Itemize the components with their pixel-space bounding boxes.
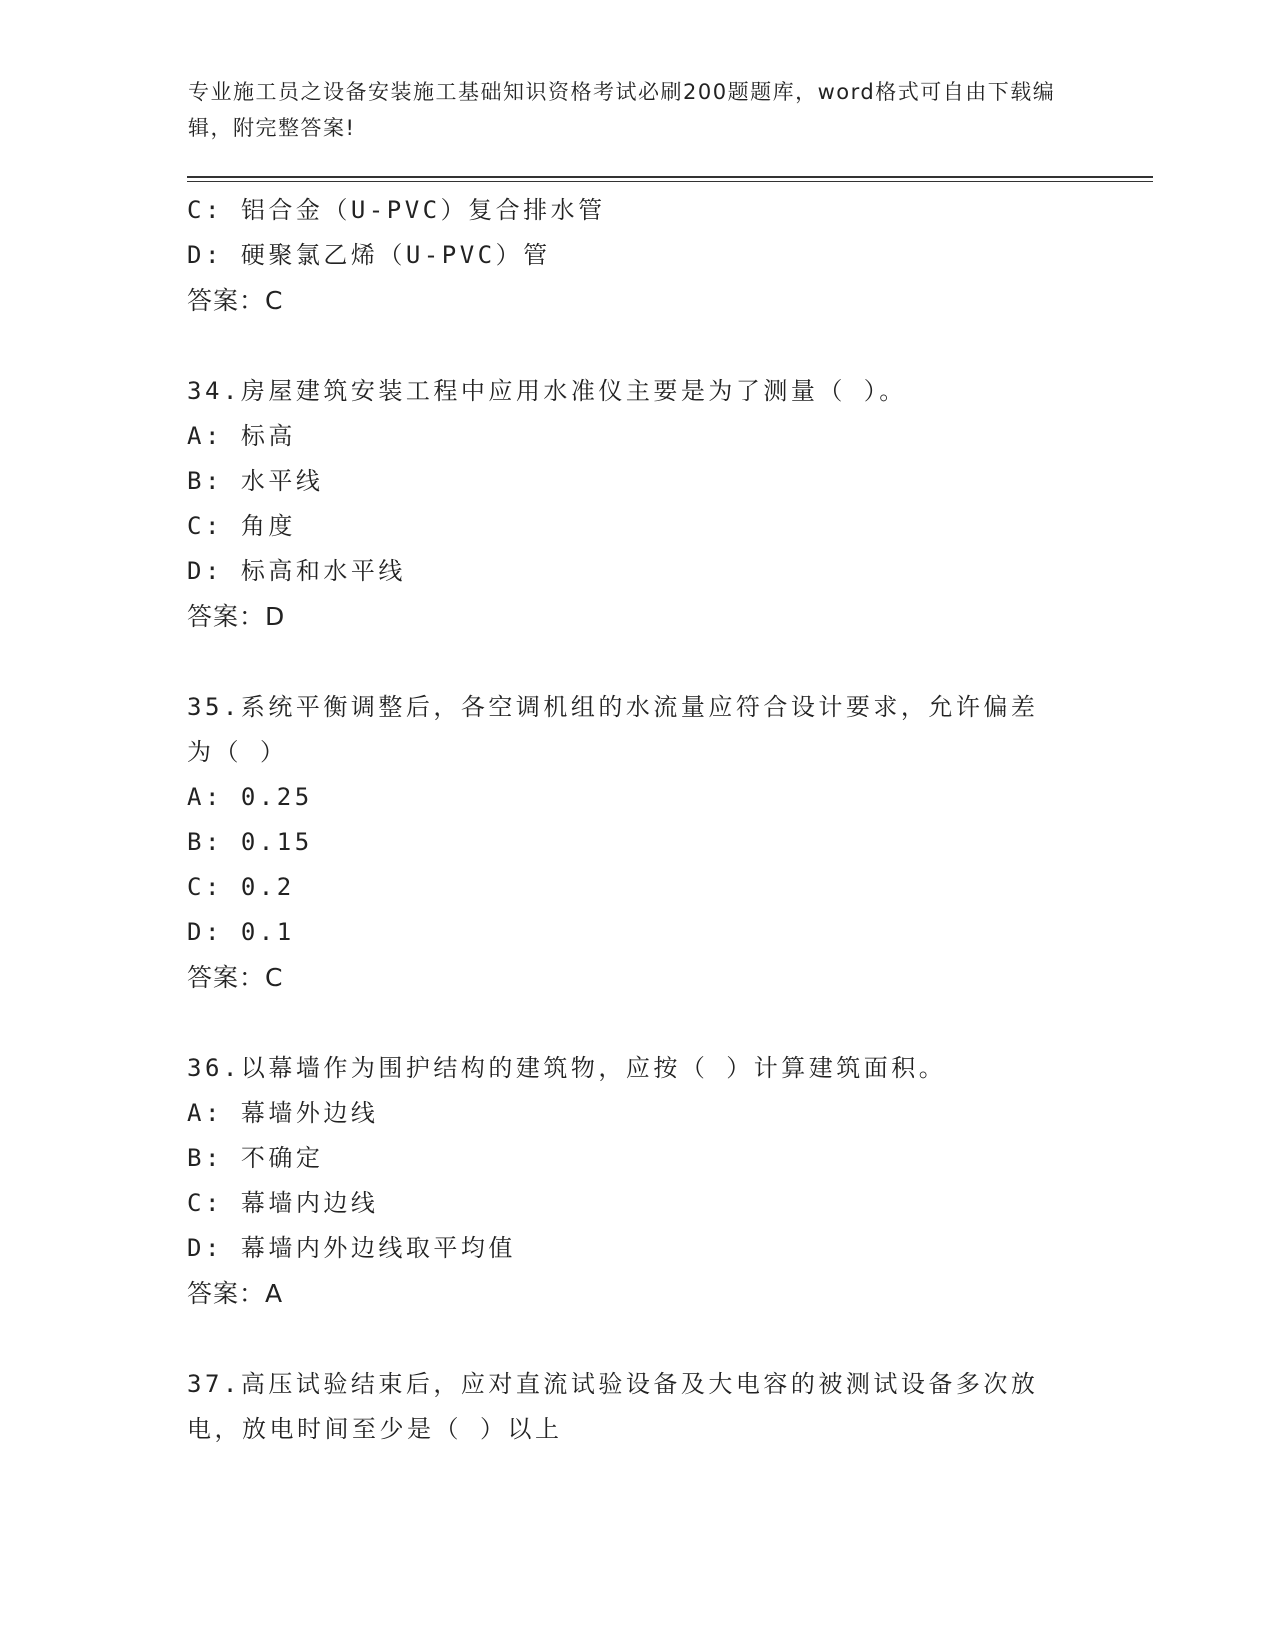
question-stem: 34.房屋建筑安装工程中应用水准仪主要是为了测量（ ）。 (187, 377, 907, 405)
option-b: B: 不确定 (187, 1144, 324, 1172)
question-stem-line-1: 35.系统平衡调整后，各空调机组的水流量应符合设计要求，允许偏差 (187, 693, 1039, 721)
answer-line: 答案：A (187, 1279, 284, 1308)
question-stem-line-2: 电，放电时间至少是（ ）以上 (187, 1415, 563, 1443)
option-c: C: 幕墙内边线 (187, 1189, 379, 1217)
option-a: A: 幕墙外边线 (187, 1099, 379, 1127)
document-header: 专业施工员之设备安装施工基础知识资格考试必刷200题题库，word格式可自由下载编辑，附完整答案! (188, 80, 1056, 140)
option-b: B: 0.15 (187, 828, 313, 856)
answer-line: 答案：C (187, 286, 284, 315)
question-stem: 36.以幕墙作为围护结构的建筑物，应按（ ）计算建筑面积。 (187, 1054, 947, 1082)
option-a: A: 0.25 (187, 783, 313, 811)
option-d: D: 0.1 (187, 918, 295, 946)
option-c: C: 铝合金（U-PVC）复合排水管 (187, 196, 606, 224)
option-c: C: 0.2 (187, 873, 295, 901)
option-d: D: 标高和水平线 (187, 557, 406, 585)
question-content (187, 188, 1087, 1452)
question-stem-line-1: 37.高压试验结束后，应对直流试验设备及大电容的被测试设备多次放 (187, 1370, 1039, 1398)
header-rule-thick (187, 176, 1153, 178)
answer-line: 答案：C (187, 963, 284, 992)
option-a: A: 标高 (187, 422, 296, 450)
option-d: D: 硬聚氯乙烯（U-PVC）管 (187, 241, 551, 269)
option-d: D: 幕墙内外边线取平均值 (187, 1234, 516, 1262)
question-stem-line-2: 为（ ） (187, 738, 288, 766)
header-rule-thin (187, 181, 1153, 182)
answer-line: 答案：D (187, 602, 286, 631)
option-c: C: 角度 (187, 512, 296, 540)
option-b: B: 水平线 (187, 467, 324, 495)
